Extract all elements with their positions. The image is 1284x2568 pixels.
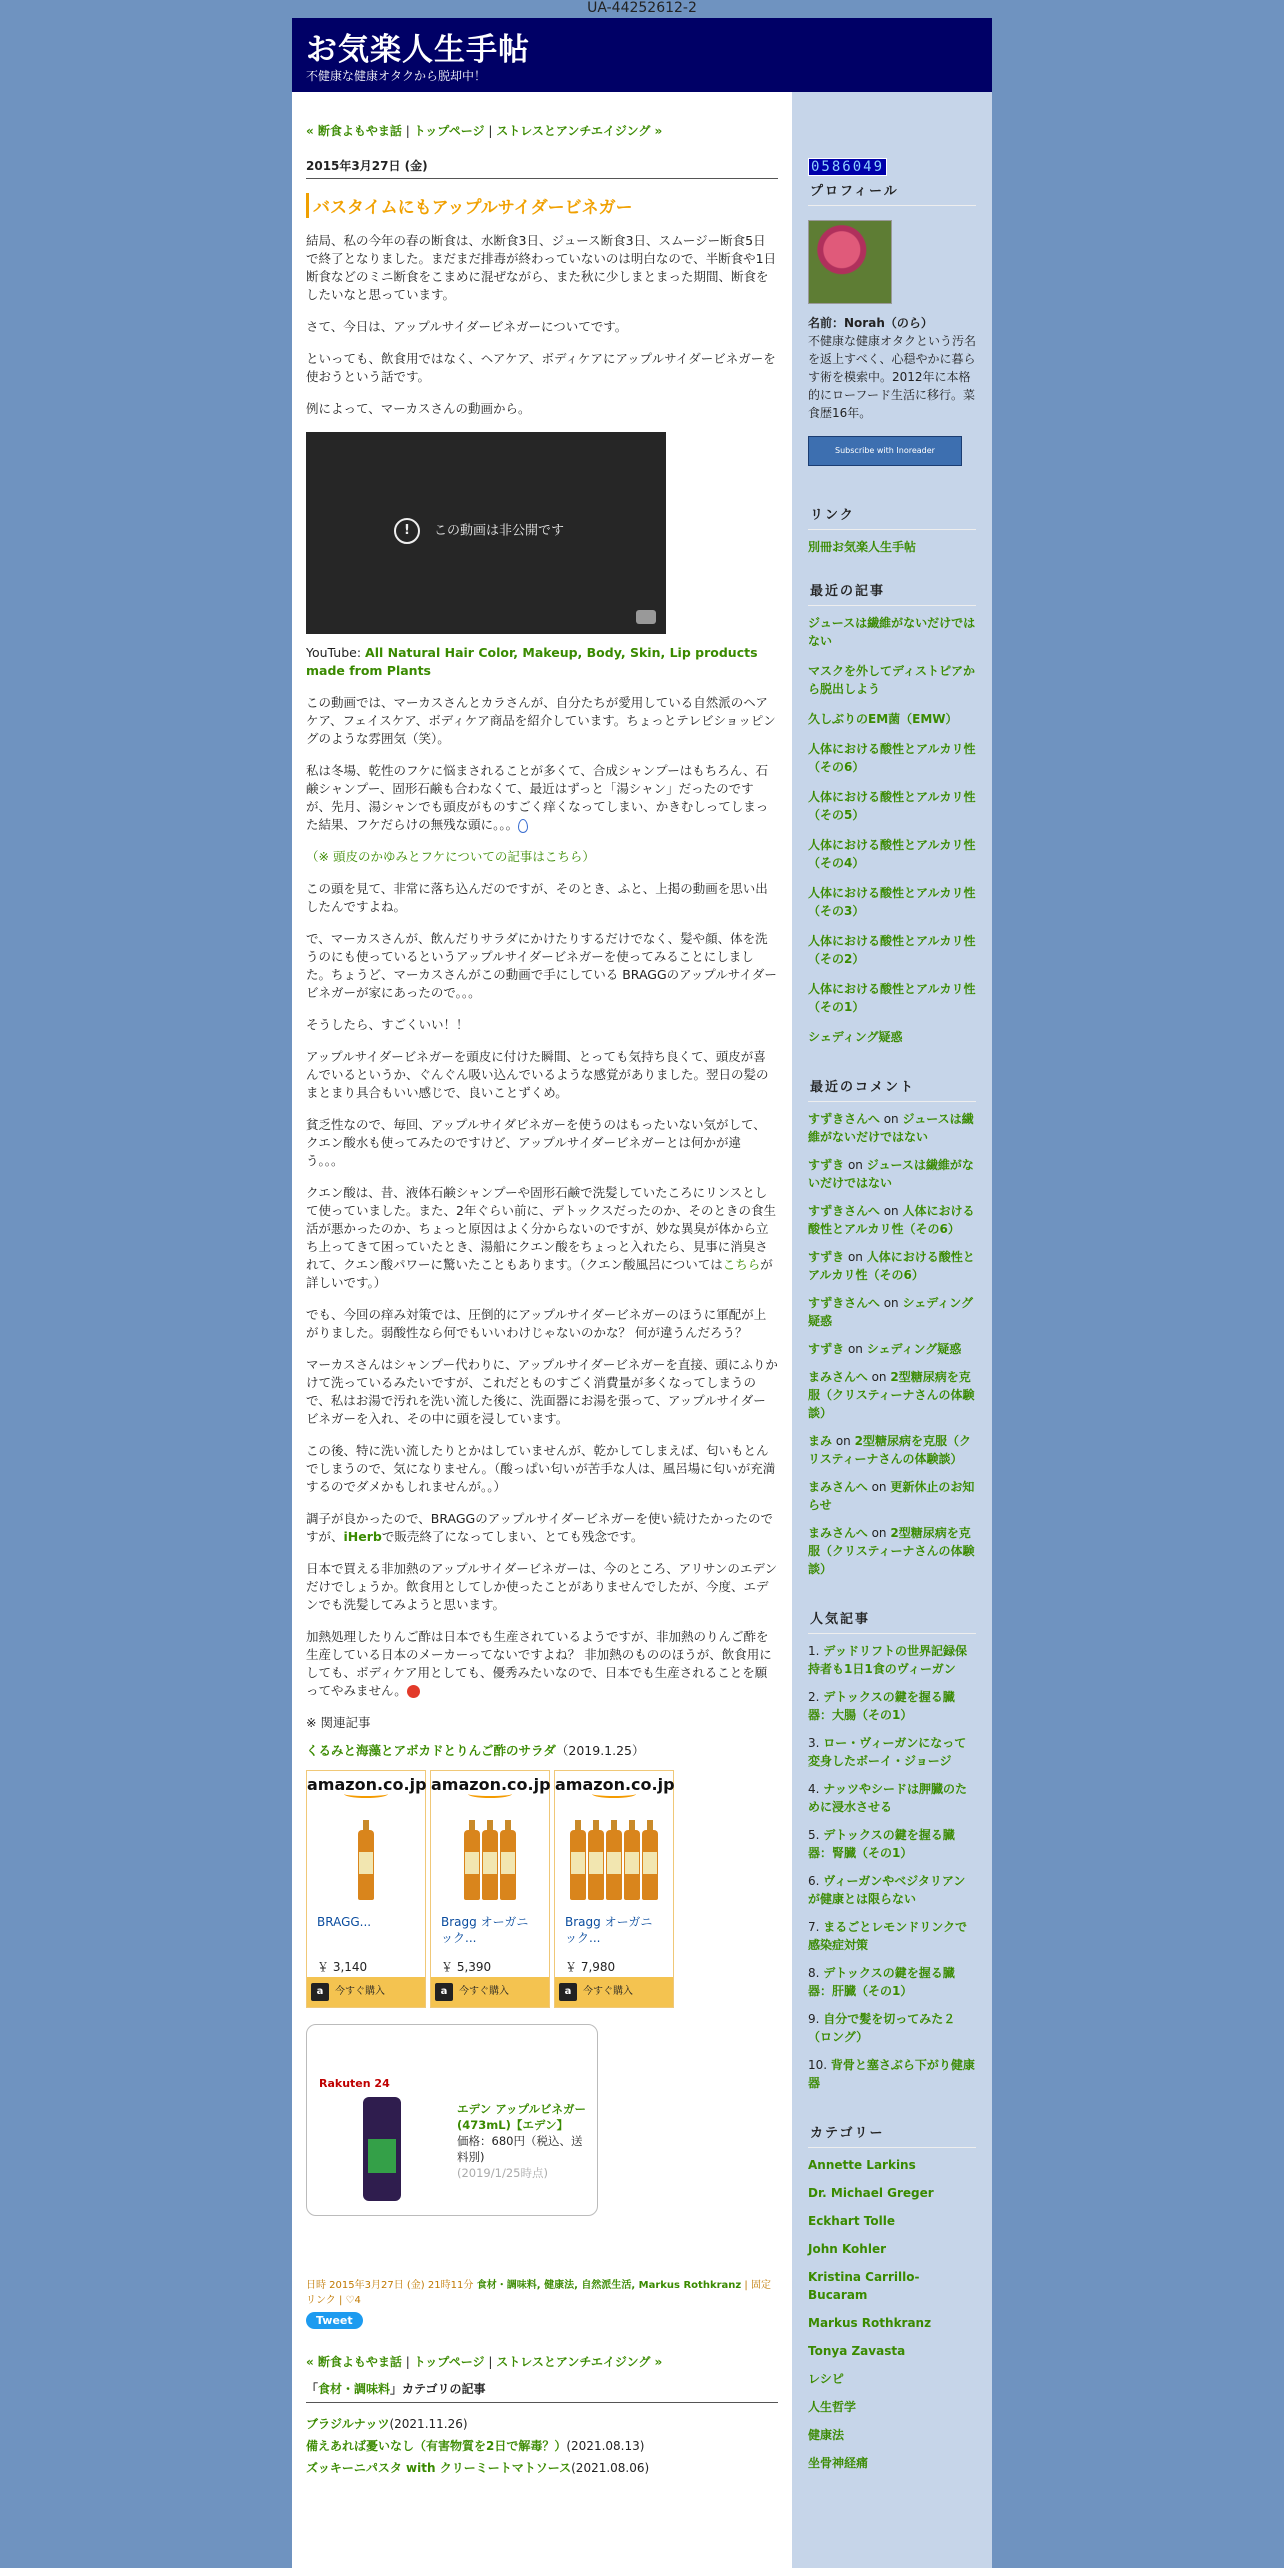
product-price: ￥ 5,390: [441, 1960, 492, 1974]
rakuten-product-link[interactable]: エデン アップルビネガー(473mL)【エデン】: [457, 2102, 587, 2132]
entry-nav-top: [306, 122, 778, 139]
comment-author-link[interactable]: すずき: [808, 1342, 845, 1356]
paragraph-text: が詳しいです。）: [306, 1257, 773, 1290]
rank: 7.: [808, 1920, 824, 1934]
product-image[interactable]: [307, 1808, 425, 1900]
links-list: [808, 538, 976, 556]
recent-entry-link[interactable]: シェディング疑惑: [808, 1030, 903, 1044]
paragraph-text: 加熱処理したりんご酢は日本でも生産されているようですが、非加熱のりんご酢を生産している日本のメーカーってないですよね？ 非加熱のもののほうが、飲食用にしても、ボディケア用としても、優秀みたいなので、日本でも生産されることを願ってやみません。: [306, 1629, 772, 1698]
paragraph-text: 私は冬場、乾性のフケに悩まされることが多くて、合成シャンプーはもちろん、石鹸シャンプー、固形石鹸も合わなくて、最近はずっと「湯シャン」だったのですが、先月、湯シャンでも頭皮がものすごく痒くなってしまい、かきむしってしまった結果、フケだらけの無残な頭に。。。: [306, 763, 769, 832]
related-entry-link[interactable]: くるみと海藻とアボカドとりんご酢のサラダ: [306, 1743, 556, 1758]
tweet-button[interactable]: Tweet: [306, 2312, 363, 2329]
recent-entry-link[interactable]: 久しぶりのEM菌（EMW）: [808, 712, 958, 726]
profile-heading: プロフィール: [808, 176, 976, 206]
permalink[interactable]: | 固定リンク | ♡4: [306, 2280, 771, 2306]
entry-title: バスタイムにもアップルサイダービネガー: [306, 193, 778, 218]
popular-item: [808, 1872, 976, 1908]
paragraph: 結局、私の今年の春の断食は、水断食3日、ジュース断食3日、スムージー断食5日で終了となりました。まだまだ排毒が終わっていないのは明白なので、半断食や1日断食などのミニ断食をこまめに混ぜながら、また秋に少しまとまった期間、断食をしたいなと思っています。: [306, 233, 777, 302]
home-link[interactable]: トップページ: [413, 124, 485, 138]
sweat-drop-icon: [518, 819, 528, 833]
rank: 2.: [808, 1690, 824, 1704]
bottle-icon: [588, 1830, 604, 1900]
rank: 1.: [808, 1644, 824, 1658]
comment-author-link[interactable]: すずきさんへ: [808, 1112, 880, 1126]
video-unavailable-message: [394, 518, 564, 544]
rakuten-product-info: [457, 2101, 587, 2181]
paragraph: この後、特に洗い流したりとかはしていませんが、乾かしてしまえば、匂いもとんでしまうので、気になりません。（酸っぱい匂いが苦手な人は、風呂場に匂いが充満するのでダメかもしれませんが。。）: [306, 1443, 776, 1494]
category-link[interactable]: Eckhart Tolle: [808, 2214, 895, 2228]
category-link[interactable]: John Kohler: [808, 2242, 887, 2256]
prev-entry-link[interactable]: « 断食よもやま話: [306, 2355, 402, 2369]
paragraph: といっても、飲食用ではなく、ヘアケア、ボディケアにアップルサイダービネガーを使おうという話です。: [306, 351, 776, 384]
popular-item: [808, 1688, 976, 1724]
popular-entries-heading: 人気記事: [808, 1604, 976, 1634]
product-price: ￥ 7,980: [565, 1960, 616, 1974]
comment-on: on: [867, 1526, 891, 1540]
comment-on: on: [879, 1112, 903, 1126]
rakuten-date: (2019/1/25時点): [457, 2166, 548, 2180]
comment-entry-link[interactable]: シェディング疑惑: [808, 1296, 974, 1328]
categories-block: [808, 2118, 976, 2472]
rank: 3.: [808, 1736, 824, 1750]
comment-entry-link[interactable]: ジュースは繊維がないだけではない: [808, 1158, 974, 1190]
comment-author-link[interactable]: すずきさんへ: [808, 1296, 880, 1310]
related-entry-date: （2019.1.25）: [555, 1743, 645, 1758]
blog-header: [292, 18, 992, 92]
popular-entries-list: [808, 1642, 976, 2092]
profile-name: Norah（のら）: [844, 316, 933, 330]
category-link[interactable]: Dr. Michael Greger: [808, 2186, 934, 2200]
nav-separator: |: [484, 2355, 497, 2369]
comment-on: on: [844, 1158, 867, 1172]
popular-entry-link[interactable]: 自分で髪を切ってみた２（ロング）: [808, 2012, 956, 2044]
popular-entry-link[interactable]: ロー・ヴィーガンになって変身したボーイ・ジョージ: [808, 1736, 967, 1768]
comment-on: on: [844, 1342, 867, 1356]
category-entry-list: [306, 2413, 778, 2479]
home-link[interactable]: トップページ: [413, 2355, 485, 2369]
bottle-icon: [606, 1830, 622, 1900]
category-link[interactable]: Kristina Carrillo-Bucaram: [808, 2270, 920, 2302]
youtube-prefix: YouTube:: [306, 645, 366, 660]
list-item: [306, 2435, 778, 2457]
bottle-icon: [482, 1830, 498, 1900]
entry-date: 2015年3月27日 (金): [306, 157, 778, 179]
dandruff-article-link[interactable]: （※ 頭皮のかゆみとフケについての記事はこちら）: [306, 849, 595, 864]
paragraph: [306, 1628, 778, 1700]
list-item: [306, 2457, 778, 2479]
bottle-icon: [624, 1830, 640, 1900]
paragraph: で、マーカスさんが、飲んだりサラダにかけたりするだけでなく、髪や顔、体を洗うのにも使っているというアップルサイダービネガーを使ってみることにしました。ちょうど、マーカスさんがこの動画で手にしている BRAGGのアップルサイダービネガーが家にあったので。。。: [306, 931, 777, 1000]
comment-on: on: [879, 1296, 903, 1310]
entry-timestamp: 日時 2015年3月27日 (金) 21時11分: [306, 2280, 474, 2291]
popular-entry-link[interactable]: デトックスの鍵を握る臓器：大腸（その1）: [808, 1690, 955, 1722]
product-image[interactable]: [431, 1808, 549, 1900]
entry-categories[interactable]: 食材・調味料, 健康法, 自然派生活, Markus Rothkranz: [473, 2280, 742, 2291]
paragraph: この動画では、マーカスさんとカラさんが、自分たちが愛用している自然派のヘアケア、フェイスケア、ボディケア商品を紹介しています。ちょっとテレビショッピングのような雰囲気（笑）。: [306, 695, 776, 746]
buy-now-button[interactable]: a 今すぐ購入: [555, 1977, 673, 2007]
iherb-link[interactable]: iHerb: [343, 1529, 382, 1544]
comment-item: [808, 1202, 976, 1238]
product-name[interactable]: BRAGG...: [317, 1915, 372, 1929]
category-link[interactable]: 人生哲学: [808, 2400, 857, 2414]
profile-text: [808, 314, 976, 422]
buy-now-button[interactable]: a 今すぐ購入: [307, 1977, 425, 2007]
heading-text: 「: [306, 2382, 319, 2396]
recent-entry-link[interactable]: ジュースは繊維がないだけではない: [808, 616, 976, 648]
amazon-logo: amazon.co.jp: [431, 1775, 551, 1794]
profile-description: 不健康な健康オタクという汚名を返上すべく、心穏やかに暮らす術を模索中。2012年に本格的にローフード生活に移行。菜食歴16年。: [808, 334, 977, 420]
rakuten-logo: Rakuten 24: [319, 2077, 390, 2090]
bottle-icon: [570, 1830, 586, 1900]
youtube-video-link[interactable]: All Natural Hair Color, Makeup, Body, Skin, Lip products made from Plants: [306, 645, 758, 678]
amazon-logo: amazon.co.jp: [307, 1775, 427, 1794]
comment-entry-link[interactable]: シェディング疑惑: [866, 1342, 962, 1356]
profile-avatar: [808, 220, 892, 304]
popular-item: [808, 1826, 976, 1862]
bottle-icon: [464, 1830, 480, 1900]
paragraph-text: で販売終了になってしまい、とても残念です。: [381, 1529, 644, 1544]
buy-now-button[interactable]: a 今すぐ購入: [431, 1977, 549, 2007]
comment-author-link[interactable]: まみさんへ: [808, 1526, 868, 1540]
category-link[interactable]: 健康法: [808, 2428, 845, 2442]
comment-on: on: [867, 1480, 891, 1494]
popular-item: [808, 1780, 976, 1816]
comment-item: [808, 1340, 976, 1358]
comment-on: on: [867, 1370, 891, 1384]
bottle-icon: [500, 1830, 516, 1900]
recent-comments-heading: 最近のコメント: [808, 1072, 976, 1102]
popular-item: [808, 2010, 976, 2046]
next-entry-link[interactable]: ストレスとアンチエイジング »: [496, 124, 663, 138]
category-link[interactable]: 食材・調味料: [318, 2382, 391, 2396]
alert-icon: !: [394, 518, 420, 544]
popular-item: [808, 1642, 976, 1678]
comment-entry-link[interactable]: 2型糖尿病を克服（クリスティーナさんの体験談）: [808, 1370, 975, 1420]
popular-item: [808, 1964, 976, 2000]
popular-entry-link[interactable]: デッドリフトの世界記録保持者も1日1食のヴィーガン: [808, 1644, 968, 1676]
amazon-widgets: [306, 1770, 778, 2008]
video-message-text: この動画は非公開です: [434, 523, 565, 539]
prev-entry-link[interactable]: « 断食よもやま話: [306, 124, 402, 138]
popular-entry-link[interactable]: デトックスの鍵を握る臓器：腎臓（その1）: [808, 1828, 955, 1860]
amazon-product-card[interactable]: [554, 1770, 674, 2008]
comment-entry-link[interactable]: 2型糖尿病を克服（クリスティーナさんの体験談）: [808, 1434, 971, 1466]
recent-entry-link[interactable]: 人体における酸性とアルカリ性（その6）: [808, 742, 976, 774]
rank: 5.: [808, 1828, 824, 1842]
paragraph: 貧乏性なので、毎回、アップルサイダビネガーを使うのはもったいない気がして、クエン酸水も使ってみたのですけど、アップルサイダービネガーとは何かが違う。。。: [306, 1117, 766, 1168]
comment-author-link[interactable]: すずき: [808, 1158, 845, 1172]
comment-entry-link[interactable]: ジュースは繊維がないだけではない: [808, 1112, 974, 1144]
related-entry: [306, 1742, 778, 1760]
comment-item: [808, 1524, 976, 1578]
popular-item: [808, 2056, 976, 2092]
popular-entry-link[interactable]: 背骨と塞さぶら下がり健康器: [808, 2058, 975, 2090]
apple-icon: [407, 1685, 420, 1698]
entry-meta: [306, 2276, 778, 2306]
paragraph: アップルサイダービネガーを頭皮に付けた瞬間、とっても気持ち良くて、頭皮が喜んでいるというか、ぐんぐん吸い込んでいるような感覚がありました。翌日の髪のまとまり具合もいい感じで、良いことずくめ。: [306, 1049, 769, 1100]
category-entry-link[interactable]: ブラジルナッツ: [306, 2417, 390, 2431]
popular-item: [808, 1918, 976, 1954]
product-image[interactable]: [363, 2097, 401, 2201]
popular-entry-link[interactable]: デトックスの鍵を握る臓器：肝臓（その1）: [808, 1966, 955, 1998]
category-entry-date: (2021.08.13): [566, 2439, 645, 2453]
paragraph: さて、今日は、アップルサイダービネガーについてです。: [306, 319, 628, 334]
comment-on: on: [879, 1204, 903, 1218]
category-entry-date: (2021.11.26): [389, 2417, 468, 2431]
product-name[interactable]: Bragg オーガニック...: [441, 1915, 529, 1945]
rakuten-price: 価格：680円（税込、送料別): [457, 2134, 583, 2164]
recent-comments-list: [808, 1110, 976, 1578]
comment-author-link[interactable]: まみ: [808, 1434, 833, 1448]
nav-separator: |: [401, 124, 414, 138]
citric-bath-link[interactable]: こちら: [722, 1257, 761, 1272]
comment-entry-link[interactable]: 2型糖尿病を克服（クリスティーナさんの体験談）: [808, 1526, 975, 1576]
category-link[interactable]: Annette Larkins: [808, 2158, 916, 2172]
blog-title[interactable]: お気楽人生手帖: [306, 32, 530, 68]
related-label: ※ 関連記事: [306, 1715, 371, 1730]
page-wrapper: [292, 18, 992, 2568]
comment-author-link[interactable]: すずきさんへ: [808, 1204, 880, 1218]
amazon-logo: amazon.co.jp: [555, 1775, 675, 1794]
rank: 9.: [808, 2012, 824, 2026]
tracking-id: UA-44252612-2: [0, 0, 1284, 18]
rakuten-widget[interactable]: [306, 2024, 598, 2216]
category-link[interactable]: 坐骨神経痛: [808, 2456, 869, 2470]
links-heading: リンク: [808, 500, 976, 530]
bottle-icon: [358, 1830, 374, 1900]
category-link[interactable]: Markus Rothkranz: [808, 2316, 932, 2330]
paragraph: マーカスさんはシャンプー代わりに、アップルサイダービネガーを直接、頭にふりかけて洗っているみたいですが、これだとものすごく消費量が多くなってしまうので、私はお湯で汚れを洗い流した後に、洗面器にお湯を張って、アップルサイダービネガーを入れ、その中に頭を浸しています。: [306, 1357, 778, 1426]
comment-item: [808, 1368, 976, 1422]
sidebar-link[interactable]: 別冊お気楽人生手帖: [808, 540, 917, 554]
paragraph: 例によって、マーカスさんの動画から。: [306, 401, 531, 416]
rank: 10.: [808, 2058, 831, 2072]
rank: 4.: [808, 1782, 824, 1796]
recent-entries-heading: 最近の記事: [808, 576, 976, 606]
comment-on: on: [844, 1250, 867, 1264]
blog-description: 不健康な健康オタクから脱却中！: [306, 69, 487, 83]
recent-entry-link[interactable]: 人体における酸性とアルカリ性（その2）: [808, 934, 976, 966]
categories-list: [808, 2156, 976, 2472]
list-item: [306, 2413, 778, 2435]
links-block: [808, 500, 976, 556]
comment-item: [808, 1110, 976, 1146]
recent-entry-link[interactable]: マスクを外してディストピアから脱出しよう: [808, 664, 976, 696]
comment-item: [808, 1294, 976, 1330]
next-entry-link[interactable]: ストレスとアンチエイジング »: [496, 2355, 663, 2369]
recent-entry-link[interactable]: 人体における酸性とアルカリ性（その1）: [808, 982, 976, 1014]
youtube-logo-icon[interactable]: [636, 610, 656, 624]
amazon-product-card[interactable]: [430, 1770, 550, 2008]
rank: 8.: [808, 1966, 824, 1980]
paragraph: [306, 762, 778, 834]
category-entry-link[interactable]: 備えあれば憂いなし（有害物質を2日で解毒？）: [306, 2439, 567, 2453]
nav-separator: |: [401, 2355, 414, 2369]
category-section-heading: [306, 2380, 778, 2403]
comment-entry-link[interactable]: 人体における酸性とアルカリ性（その6）: [808, 1204, 975, 1236]
product-name[interactable]: Bragg オーガニック...: [565, 1915, 653, 1945]
comment-item: [808, 1478, 976, 1514]
sidebar: [792, 92, 992, 2568]
comment-author-link[interactable]: まみさんへ: [808, 1370, 868, 1384]
popular-entries-block: [808, 1604, 976, 2092]
product-price: ￥ 3,140: [317, 1960, 368, 1974]
youtube-caption: [306, 644, 778, 680]
paragraph: この頭を見て、非常に落ち込んだのですが、そのとき、ふと、上掲の動画を思い出したんですよね。: [306, 881, 768, 914]
entry-nav-bottom: [306, 2353, 778, 2370]
category-entry-date: (2021.08.06): [571, 2461, 650, 2475]
comment-item: [808, 1248, 976, 1284]
popular-entry-link[interactable]: ナッツやシードは胛臓のために浸水させる: [808, 1782, 968, 1814]
comment-item: [808, 1432, 976, 1468]
recent-entries-list: [808, 614, 976, 1046]
subscribe-button[interactable]: Subscribe with Inoreader: [808, 436, 962, 466]
comment-item: [808, 1156, 976, 1192]
popular-entry-link[interactable]: ヴィーガンやベジタリアンが健康とは限らない: [808, 1874, 966, 1906]
visitor-counter: 0586049: [808, 158, 887, 176]
popular-item: [808, 1734, 976, 1770]
recent-entry-link[interactable]: 人体における酸性とアルカリ性（その4）: [808, 838, 976, 870]
comment-author-link[interactable]: すずき: [808, 1250, 845, 1264]
recent-comments-block: [808, 1072, 976, 1578]
comment-on: on: [832, 1434, 855, 1448]
paragraph-text: 調子が良かったので、BRAGGのアップルサイダービネガーを使い続けたかったのですが、: [306, 1511, 773, 1544]
nav-separator: |: [484, 124, 497, 138]
product-image[interactable]: [555, 1808, 673, 1900]
comment-entry-link[interactable]: 更新休止のお知らせ: [808, 1480, 975, 1512]
profile-name-label: 名前：: [808, 316, 845, 330]
paragraph-text: クエン酸は、昔、液体石鹸シャンプーや固形石鹸で洗髪していたころにリンスとして使っていました。また、2年ぐらい前に、デトックスだったのか、そのときの食生活が悪かったのか、ちょっと原因はよく分からないのですが、妙な異臭が体から立ち上ってきて困っていたとき、湯船にクエン酸をちょっと入れたら、見事に消臭されて、クエン酸パワーに驚いたこともあります。（クエン酸風呂については: [306, 1185, 776, 1272]
paragraph: 日本で買える非加熱のアップルサイダービネガーは、今のところ、アリサンのエデンだけでしょうか。飲食用としてしか使ったことがありませんでしたが、今度、エデンでも洗髪してみようと思います。: [306, 1561, 778, 1612]
main-content: [292, 92, 792, 2479]
categories-heading: カテゴリー: [808, 2118, 976, 2148]
paragraph: そうしたら、すごくいい！！: [306, 1017, 469, 1032]
youtube-embed[interactable]: [306, 432, 666, 634]
comment-entry-link[interactable]: 人体における酸性とアルカリ性（その6）: [808, 1250, 975, 1282]
paragraph: でも、今回の痒み対策では、圧倒的にアップルサイダービネガーのほうに軍配が上がりました。弱酸性なら何でもいいわけじゃないのかな？ 何が違うんだろう？: [306, 1307, 767, 1340]
paragraph: [306, 1510, 778, 1546]
recent-entry-link[interactable]: 人体における酸性とアルカリ性（その3）: [808, 886, 976, 918]
recent-entry-link[interactable]: 人体における酸性とアルカリ性（その5）: [808, 790, 976, 822]
bottle-icon: [642, 1830, 658, 1900]
popular-entry-link[interactable]: まるごとレモンドリンクで感染症対策: [808, 1920, 968, 1952]
paragraph: [306, 1184, 778, 1292]
category-entry-link[interactable]: ズッキーニパスタ with クリーミートマトソース: [306, 2461, 572, 2475]
recent-entries-block: [808, 576, 976, 1046]
comment-author-link[interactable]: まみさんへ: [808, 1480, 868, 1494]
category-link[interactable]: レシピ: [808, 2372, 844, 2386]
rank: 6.: [808, 1874, 824, 1888]
heading-text: 」カテゴリの記事: [390, 2382, 486, 2396]
amazon-product-card[interactable]: [306, 1770, 426, 2008]
category-link[interactable]: Tonya Zavasta: [808, 2344, 906, 2358]
